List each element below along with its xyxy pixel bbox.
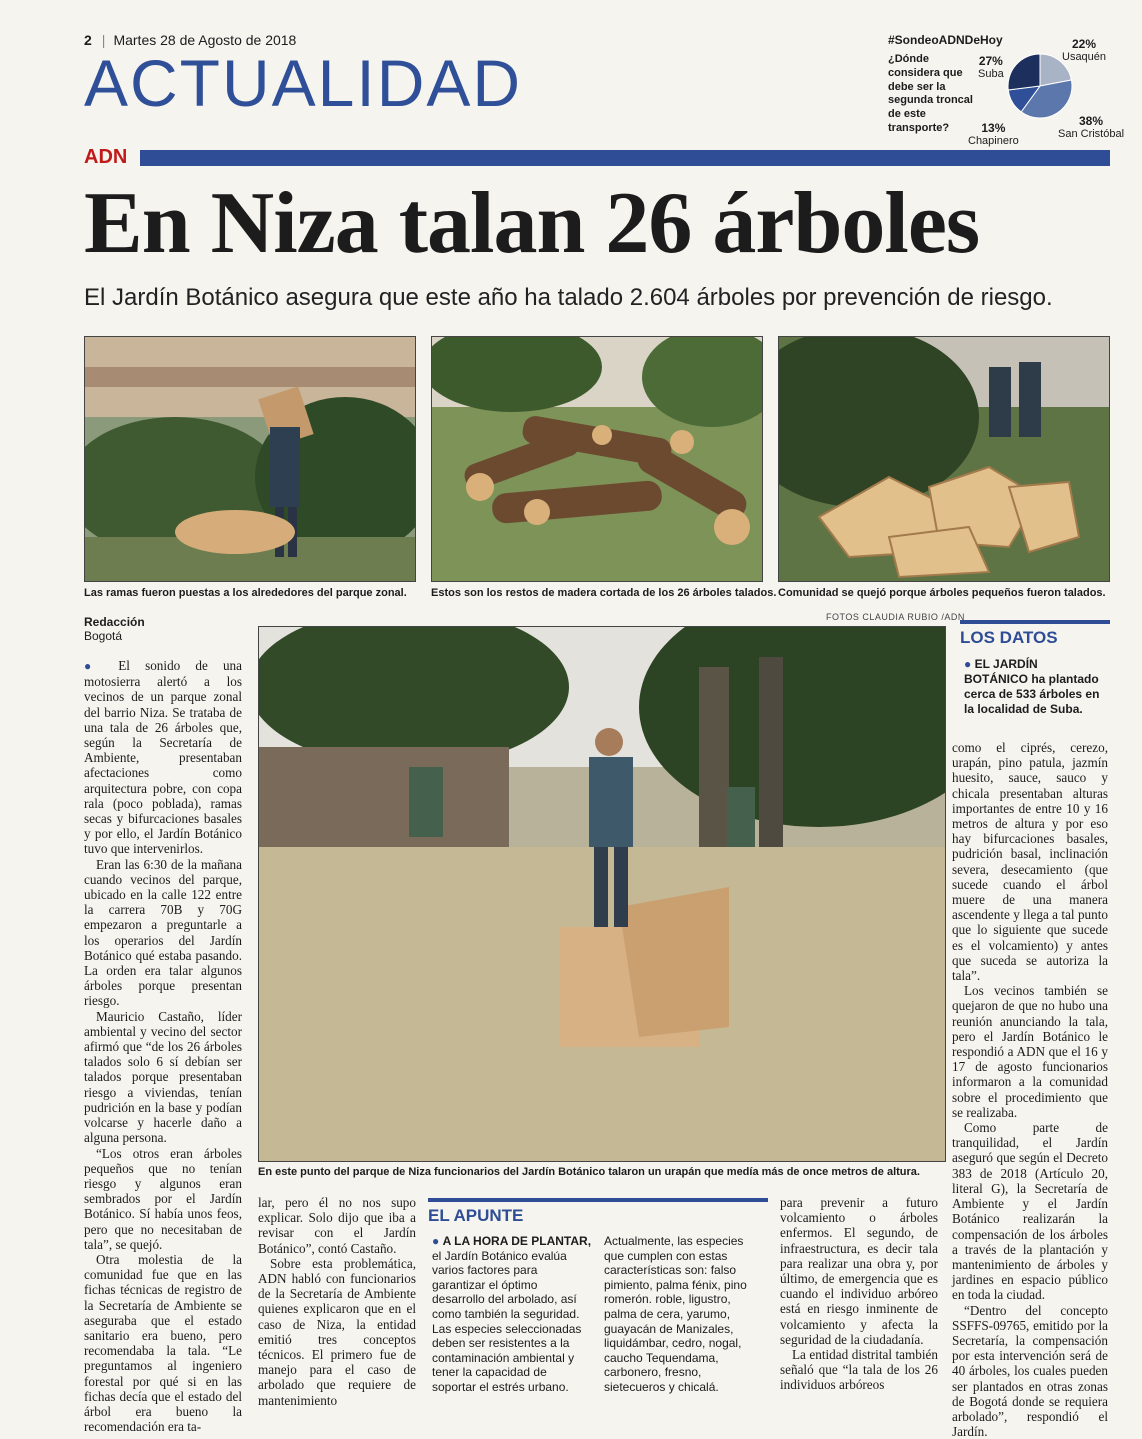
adn-logo-text: ADN — [84, 146, 128, 168]
section-title: ACTUALIDAD — [84, 46, 523, 120]
article-paragraph: Como parte de tranquilidad, el Jardín aseguró que según el Decreto 383 de 2018 (Artículo 20, literal G), la Secretaría de Ambiente y el Jardín Botánico realizarán la compensación de los árboles a través de la plantación y mantenimiento de árboles y jardines en espacio público en toda la ciudad. — [952, 1120, 1108, 1303]
article-paragraph: La entidad distrital también señaló que “la tala de los 26 individuos arbóreos — [780, 1347, 938, 1393]
bullet-icon: ● — [432, 1234, 440, 1248]
apunte-paragraph: Actualmente, las especies que cumplen con estas características son: falso pimiento, palma fénix, pino romerón. roble, ligustro, palma de cera, yarumo, guayacán de Manizales, liquidámbar, cedro, nogal, caucho Tequendama, carbonero, fresno, sietecueros y chicalá. — [604, 1234, 747, 1394]
article-paragraph: para prevenir a futuro volcamiento o árboles enfermos. El segundo, de infraestructura, es decir tala para realizar una obra y, por último, de emergencia que es cuando el individuo arbóreo está en riesgo inminente de volcamiento y afecta la seguridad de la ciudadanía. — [780, 1195, 938, 1347]
poll-label-usaquen: 22% Usaquén — [1062, 37, 1107, 64]
poll-tag: #SondeoADNDeHoy — [888, 33, 1003, 47]
datos-heading: LOS DATOS — [960, 620, 1110, 648]
photo-caption-2: Estos son los restos de madera cortada de los 26 árboles talados. — [431, 587, 777, 599]
poll-question: ¿Dónde considera que debe ser la segunda troncal de este transporte? — [888, 53, 973, 134]
headline: En Niza talan 26 árboles — [84, 175, 980, 272]
article-paragraph: “Los otros eran árboles pequeños que no tenían riesgo y algunos eran sembrados por el Jardín Botánico. Sí había unos feos, pero que no necesitaban de tala”, se quejó. — [84, 1145, 242, 1252]
section-bar — [140, 150, 1110, 166]
byline — [84, 615, 145, 643]
byline-city: Bogotá — [84, 629, 123, 643]
bullet-icon: ● — [964, 657, 972, 671]
byline-author: Redacción — [84, 615, 145, 629]
article-column-5 — [952, 740, 1108, 1439]
photo-wood-pile-illustration — [432, 337, 762, 581]
article-paragraph: “Dentro del concepto SSFFS-09765, emitido por la Secretaría, la compensación por esta intervención será de 40 árboles, los cuales pueden ser plantados en otras zonas de Bogotá donde se requiera arbolado”, respondió el Jardín. — [952, 1302, 1108, 1439]
photo-main-chainsaw — [258, 626, 946, 1162]
poll-label-chapinero: 13% Chapinero — [968, 121, 1019, 148]
apunte-paragraph: ● A LA HORA DE PLANTAR, el Jardín Botánico evalúa varios factores para garantizar el óptimo desarrollo del arbolado, así como también la seguridad. Las especies seleccionadas deben ser resistentes a la contaminación ambiental y tener la capacidad de soportar el estrés urbano. — [432, 1234, 592, 1394]
article-paragraph: como el ciprés, cerezo, urapán, pino patula, jazmín huesito, sauce, sauco y chicala presentaban alturas importantes de entre 10 y 16 metros de altura y por eso hay bifurcaciones basales, pudrición basal, inclinación severa, desecamiento (que sucede cuando el árbol muere de una manera ascendente y llega a tal punto que lo siguiente que sucede es el volcamiento) y antes que suceda se autoriza la tala”. — [952, 740, 1108, 984]
article-paragraph: Otra molestia de la comunidad fue que en las fichas técnicas de registro de la Secretaría de Ambiente se aseguraba que el estado sanitario era bueno, pero recomendaba la tala. “Le preguntamos al ingeniero forestal por qué si en las fichas decía que el estado del árbol era bueno la recomendación era ta- — [84, 1251, 242, 1435]
article-paragraph: ● El sonido de una motosierra alertó a los vecinos de un parque zonal del barrio Niza. Se trataba de una tala de 26 árboles que, según la Secretaría de Ambiente, presentaban afectaciones como arquitectura pobre, con copa rala (poco poblada), ramas secas y bifurcaciones basales y por ello, el Jardín Botánico tuvo que intervenirlos. — [84, 658, 243, 857]
article-column-2 — [258, 1195, 416, 1408]
photo-caption-3: Comunidad se quejó porque árboles pequeños fueron talados. — [778, 587, 1106, 599]
apunte-heading: EL APUNTE — [428, 1198, 768, 1226]
photo-worker-branches-illustration — [85, 337, 415, 581]
photo-caption-1: Las ramas fueron puestas a los alrededores del parque zonal. — [84, 587, 407, 599]
article-paragraph: lar, pero él no nos supo explicar. Solo dijo que iba a revisar con el Jardín Botánico”, contó Castaño. — [258, 1195, 416, 1256]
photo-main-chainsaw-illustration — [259, 627, 945, 1161]
article-paragraph: Eran las 6:30 de la mañana cuando vecinos del parque, ubicado en la calle 122 entre la carrera 70B y 70G empezaron a preguntarle a los operarios del Jardín Botánico qué estaba pasando. La orden era talar algunos árboles porque presentan riesgo. — [84, 856, 242, 1009]
page-number: 2 — [84, 32, 92, 48]
apunte-column-b — [604, 1234, 764, 1395]
photo-credit: FOTOS CLAUDIA RUBIO /ADN — [826, 612, 965, 622]
issue-date: Martes 28 de Agosto de 2018 — [113, 32, 297, 48]
article-paragraph: Los vecinos también se quejaron de que no hubo una reunión anunciando la tala, pero el Jardín Botánico le respondió a ADN que el 16 y 17 de agosto funcionarios informaron a la comunidad sobre el procedimiento que se realizaba. — [952, 983, 1108, 1120]
article-paragraph: Mauricio Castaño, líder ambiental y vecino del sector afirmó que “de los 26 árboles talados solo 6 sí debían ser talados porque presentaban riesgo a viviendas, tenían pudrición en la base y podían volcarse y hacerle daño a alguna persona. — [84, 1008, 242, 1146]
datos-body: ● EL JARDÍN BOTÁNICO ha plantado cerca de 533 árboles en la localidad de Suba. — [964, 657, 1100, 716]
header-divider: | — [101, 32, 106, 48]
photo-workers-logs — [778, 336, 1110, 582]
main-photo-caption: En este punto del parque de Niza funcionarios del Jardín Botánico talaron un urapán que medía más de once metros de altura. — [258, 1166, 920, 1178]
photo-wood-pile — [431, 336, 763, 582]
poll-label-suba: 27% Suba — [978, 54, 1004, 81]
article-column-1 — [84, 658, 242, 1434]
article-paragraph: Sobre esta problemática, ADN habló con funcionarios de la Secretaría de Ambiente quienes explicaron que en el caso de Niza, la entidad emitió tres conceptos técnicos. El primero fue de manejo para el caso de arbolado que requiere de mantenimiento — [258, 1255, 416, 1408]
photo-worker-branches — [84, 336, 416, 582]
pie-slice-suba — [1008, 54, 1040, 90]
poll-label-san-cristobal: 38% San Cristóbal — [1058, 114, 1125, 141]
article-column-4 — [780, 1195, 938, 1393]
apunte-column-a — [432, 1234, 592, 1395]
adn-logo — [84, 146, 127, 169]
photo-workers-logs-illustration — [779, 337, 1109, 581]
bullet-icon: ● — [84, 659, 104, 673]
subtitle: El Jardín Botánico asegura que este año ha talado 2.604 árboles por prevención de riesgo. — [84, 284, 1053, 311]
